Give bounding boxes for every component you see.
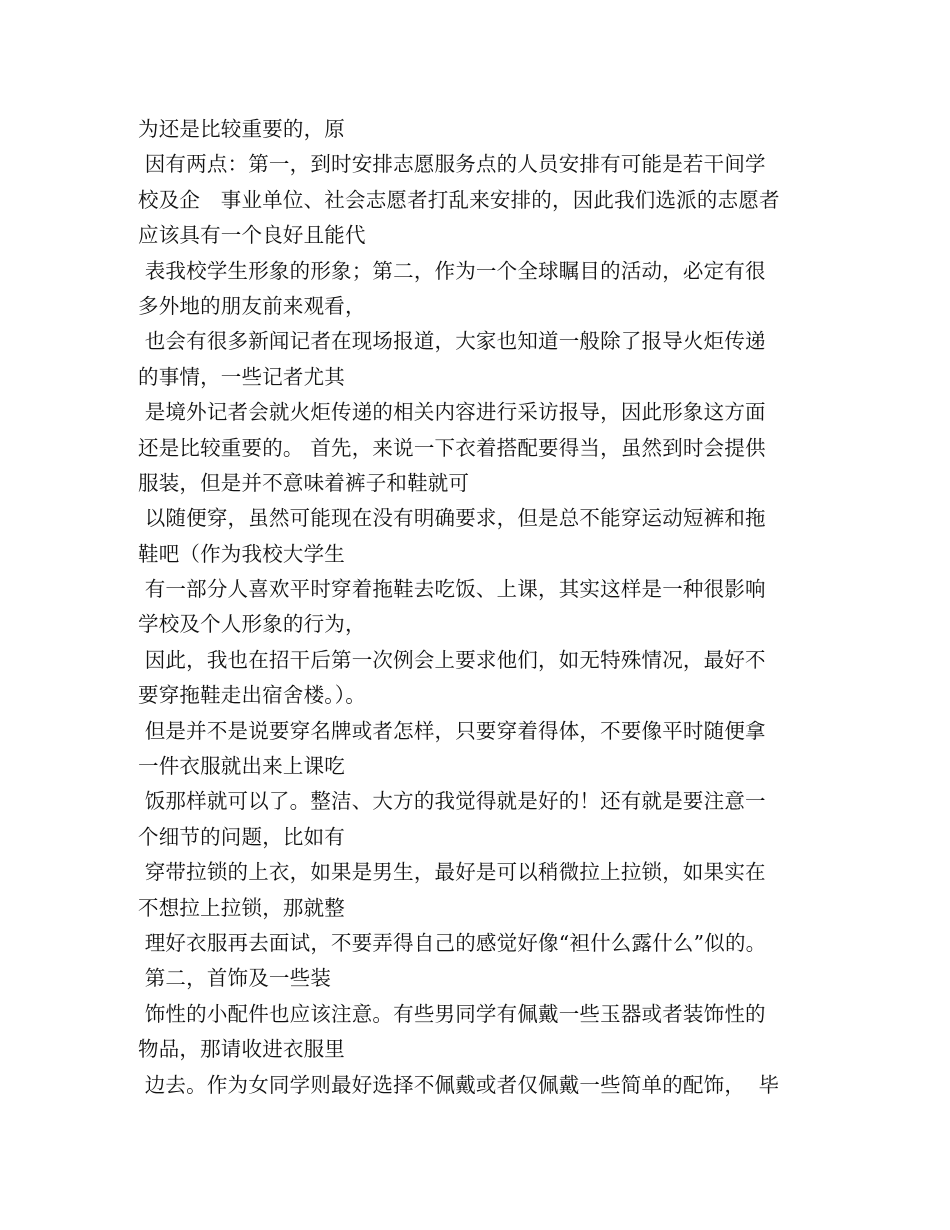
text-line: 以随便穿，虽然可能现在没有明确要求，但是总不能穿运动短裤和拖 xyxy=(138,506,766,531)
text-line: 因有两点：第一，到时安排志愿服务点的人员安排有可能是若干间学 xyxy=(138,152,766,177)
text-line: 物品，那请收进衣服里 xyxy=(138,1037,345,1062)
text-line: 学校及个人形象的行为， xyxy=(138,612,366,637)
text-line: 但是并不是说要穿名牌或者怎样，只要穿着得体，不要像平时随便拿 xyxy=(138,718,766,743)
text-line: 饰性的小配件也应该注意。有些男同学有佩戴一些玉器或者装饰性的 xyxy=(138,1001,766,1026)
text-line: 穿带拉锁的上衣，如果是男生，最好是可以稍微拉上拉锁，如果实在 xyxy=(138,860,766,885)
text-line: 的事情，一些记者尤其 xyxy=(138,364,345,389)
text-line: 一件衣服就出来上课吃 xyxy=(138,754,345,779)
text-line: 个细节的问题，比如有 xyxy=(138,824,345,849)
document-body-text xyxy=(138,112,828,1103)
text-line: 校及企 事业单位、社会志愿者打乱来安排的，因此我们选派的志愿者 xyxy=(138,187,780,212)
text-line: 不想拉上拉锁，那就整 xyxy=(138,895,345,920)
text-line: 要穿拖鞋走出宿舍楼。）。 xyxy=(138,683,366,708)
text-line: 理好衣服再去面试，不要弄得自己的感觉好像“袒什么露什么”似的。 xyxy=(138,930,767,955)
text-line: 第二，首饰及一些装 xyxy=(138,966,332,991)
text-line: 因此，我也在招干后第一次例会上要求他们，如无特殊情况，最好不 xyxy=(138,647,766,672)
text-line: 饭那样就可以了。整洁、大方的我觉得就是好的！还有就是要注意一 xyxy=(138,789,766,814)
text-line: 边去。作为女同学则最好选择不佩戴或者仅佩戴一些简单的配饰， 毕 xyxy=(138,1072,780,1097)
text-line: 应该具有一个良好且能代 xyxy=(138,223,366,248)
text-line: 多外地的朋友前来观看， xyxy=(138,293,366,318)
text-line: 还是比较重要的。 首先，来说一下衣着搭配要得当，虽然到时会提供 xyxy=(138,435,766,460)
text-line: 服装，但是并不意味着裤子和鞋就可 xyxy=(138,470,470,495)
text-line: 为还是比较重要的，原 xyxy=(138,117,345,141)
text-line: 有一部分人喜欢平时穿着拖鞋去吃饭、上课，其实这样是一种很影响 xyxy=(138,577,766,602)
text-line: 是境外记者会就火炬传递的相关内容进行采访报导，因此形象这方面 xyxy=(138,400,766,425)
text-line: 表我校学生形象的形象；第二，作为一个全球瞩目的活动，必定有很 xyxy=(138,258,766,283)
text-line: 也会有很多新闻记者在现场报道，大家也知道一般除了报导火炬传递 xyxy=(138,329,766,354)
text-line: 鞋吧（作为我校大学生 xyxy=(138,541,345,566)
